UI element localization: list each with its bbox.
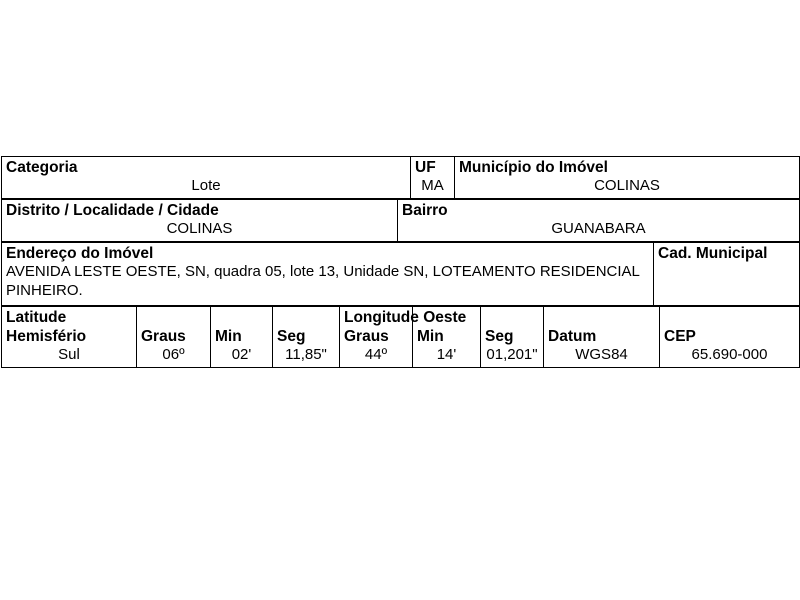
cell-categoria [2,157,411,199]
latitude-label: Latitude [6,309,67,326]
lon-seg-label: Seg [485,328,514,345]
cep-value: 65.690-000 [691,346,768,363]
cell-municipio [455,157,800,199]
lat-min-value: 02' [231,346,252,363]
property-registration-form [0,156,800,368]
lat-graus-value: 06º [162,346,185,363]
lat-seg-label: Seg [277,328,306,345]
datum-value: WGS84 [575,346,628,363]
table-row [2,243,800,306]
lat-graus-label: Graus [141,328,186,345]
cell-endereco [2,243,654,306]
cell-hemisferio [2,307,137,368]
cell-bairro [398,200,800,242]
cell-lon-seg [481,307,544,368]
cell-cad-municipal [654,243,800,306]
cell-cep [660,307,800,368]
cep-label: CEP [664,328,696,345]
cell-distrito [2,200,398,242]
table-row [2,157,800,199]
cell-lat-seg [273,307,340,368]
lon-seg-value: 01,201" [486,346,538,363]
cell-uf [411,157,455,199]
distrito-label: Distrito / Localidade / Cidade [6,202,219,219]
categoria-label: Categoria [6,159,78,176]
bairro-value: GUANABARA [551,220,646,237]
lat-seg-value: 11,85" [285,346,327,363]
lon-graus-value: 44º [364,346,388,363]
cad-municipal-label: Cad. Municipal [658,245,768,262]
municipio-value: COLINAS [594,177,660,194]
form-table-coordinates [1,306,800,368]
datum-label: Datum [548,328,597,345]
cell-lat-graus [137,307,211,368]
cell-datum [544,307,660,368]
form-table-row2 [1,199,800,242]
uf-label: UF [415,159,436,176]
categoria-value: Lote [191,177,221,194]
bairro-label: Bairro [402,202,448,219]
cad-municipal-value [654,262,799,266]
lat-min-label: Min [215,328,242,345]
form-table-row3 [1,242,800,306]
table-row-coordinates [2,307,800,368]
distrito-value: COLINAS [166,220,233,237]
lon-min-value: 14' [436,346,457,363]
form-table [1,156,800,199]
lon-graus-label: Graus [344,328,389,345]
endereco-value: AVENIDA LESTE OESTE, SN, quadra 05, lote 13, Unidade SN, LOTEAMENTO RESIDENCIAL PINHEIRO. [6,263,640,299]
lon-min-label: Min [417,328,444,345]
hemisferio-value: Sul [58,346,80,363]
uf-value: MA [421,177,444,194]
endereco-label: Endereço do Imóvel [6,245,154,262]
municipio-label: Município do Imóvel [459,159,608,176]
hemisferio-label: Hemisfério [6,328,87,345]
cell-lat-min [211,307,273,368]
table-row [2,200,800,242]
longitude-label: Longitude Oeste [344,309,467,326]
